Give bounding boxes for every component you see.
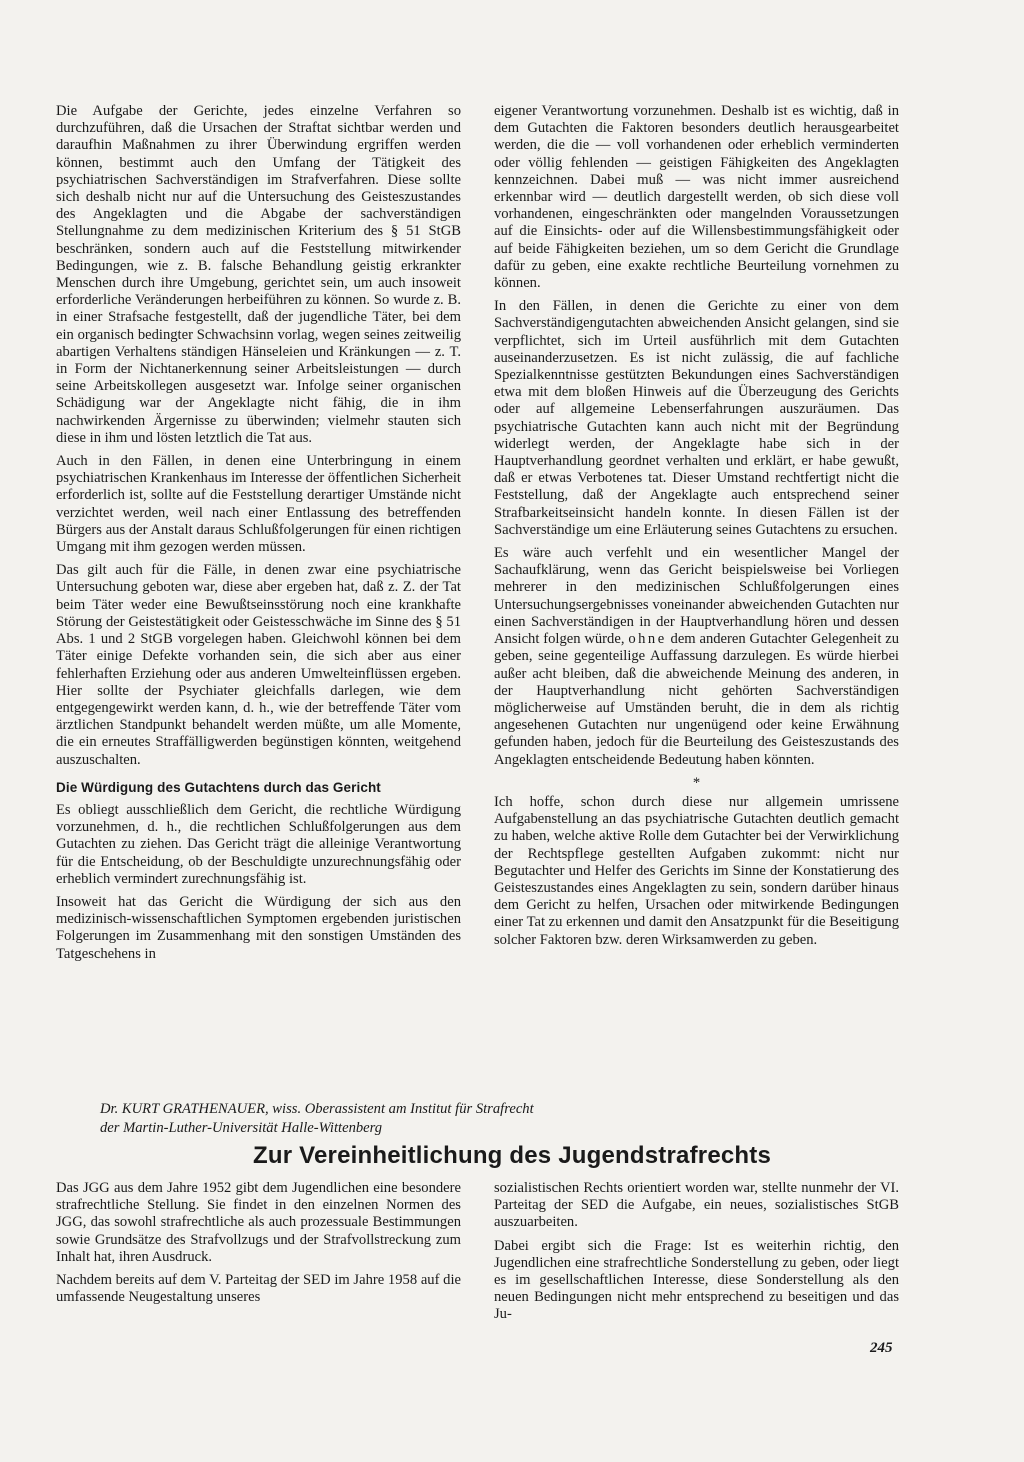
article2-right-column — [494, 1180, 899, 1330]
paragraph: eigener Verantwortung vorzunehmen. Deshalb ist es wichtig, daß in dem Gutachten die Faktoren besonders deutlich herausgearbeitet werden, die die — voll vorhandenen oder erheblich verminderten oder völlig fehlenden — geistigen Fähigkeiten des Angeklagten kennzeichnen. Dabei muß — was nicht immer ausreichend erkennbar wird — deutlich dargestellt werden, ob sich diese voll vorhandenen, eingeschränkten oder mangelnden Voraussetzungen auf die Einsichts- oder auf die Willensbestimmungsfähigkeit oder auf beide Fähigkeiten beziehen, um so dem Gericht die Grundlage dafür zu geben, eine exakte rechtliche Beurteilung vornehmen zu können. — [494, 103, 899, 292]
paragraph: Das JGG aus dem Jahre 1952 gibt dem Jugendlichen eine besondere strafrechtliche Stellung. Sie findet in den einzelnen Normen des JGG, das sowohl strafrechtliche als auch prozessuale Bestimmungen sowie Grundsätze des Strafvollzugs und der Strafvollstreckung zum Inhalt hat, ihren Ausdruck. — [56, 1180, 461, 1265]
article1-left-column — [56, 103, 461, 969]
author-line: Dr. KURT GRATHENAUER, wiss. Oberassistent am Institut für Strafrecht — [100, 1101, 534, 1117]
page-number: 245 — [870, 1340, 893, 1356]
paragraph-text: dem anderen Gutachter Gelegenheit zu geben, seine gegenteilige Auffassung darzulegen. Es würde hierbei außer acht bleiben, daß die abweichende Meinung des anderen, in der Hauptverhandlung nicht gehörten Sachverständigen möglicherweise auf Umständen beruht, die in dem als richtig angesehenen Gutachten nur ungenügend oder keine Erwähnung gefunden haben, jedoch für die Beurteilung des Geisteszustands des Angeklagten entscheidende Bedeutung haben könnten. — [494, 631, 899, 768]
article1-right-column — [494, 103, 899, 955]
section-separator: * — [692, 774, 701, 791]
paragraph: Dabei ergibt sich die Frage: Ist es weiterhin richtig, den Jugendlichen eine strafrechtliche Sonderstellung zu geben, oder liegt es im gesellschaftlichen Interesse, diese Sonderstellung als den neuen Bedingungen nicht mehr entsprechend zu beseitigen und das Ju- — [494, 1237, 899, 1323]
paragraph: sozialistischen Rechts orientiert worden war, stellte nunmehr der VI. Parteitag der SED die Aufgabe, ein neues, sozialistisches StGB auszuarbeiten. — [494, 1180, 899, 1231]
paragraph: Auch in den Fällen, in denen eine Unterbringung in einem psychiatrischen Krankenhaus im Interesse der öffentlichen Sicherheit erforderlich ist, sollte auf die Feststellung derartiger Umstände nicht verzichtet werden, weil nach einer Entlassung des betreffenden Bürgers aus der Anstalt daraus Schlußfolgerungen für einen richtigen Umgang mit ihm gezogen werden müssen. — [56, 453, 461, 556]
paragraph: Die Aufgabe der Gerichte, jedes einzelne Verfahren so durchzuführen, daß die Ursachen der Straftat sichtbar werden und daraufhin Maßnahmen zu ihrer Überwindung ergriffen werden können, bestimmt auch den Umfang der Tätigkeit des psychiatrischen Sachverständigen im Strafverfahren. Diese sollte sich deshalb nicht nur auf die Untersuchung des Geisteszustandes des Angeklagten und die Abgabe der sachverständigen Stellungnahme zu dem medizinischen Kriterium des § 51 StGB beschränken, sondern auch auf die Feststellung mitwirkender Bedingungen, wie z. B. falsche Behandlung geistig erkrankter Menschen durch ihre Umgebung, gerichtet sein, um auch insoweit erforderliche Veränderungen herbeiführen zu können. So wurde z. B. in einer Strafsache festgestellt, daß der jugendliche Täter, bei dem ein organisch bedingter Schwachsinn vorlag, wegen seines zeitweilig abartigen Verhaltens ständigen Hänseleien und Kränkungen — z. T. in Form der Nichtanerkennung seiner Arbeitsleistungen — durch seine Arbeitskollegen ausgesetzt war. Infolge seiner organischen Schädigung war der Angeklagte nicht fähig, die in ihm nachwirkenden Ärgernisse zu überwinden; vielmehr stauten sich diese in ihm und lösten letztlich die Tat aus. — [56, 103, 461, 446]
paragraph: Nachdem bereits auf dem V. Parteitag der SED im Jahre 1958 auf die umfassende Neugestaltung unseres — [56, 1272, 461, 1306]
emphasized-word: ohne — [628, 631, 667, 648]
article2-left-column — [56, 1180, 461, 1312]
paragraph: Das gilt auch für die Fälle, in denen zwar eine psychiatrische Untersuchung geboten war, diese aber ergeben hat, daß z. Z. der Tat beim Täter weder eine Bewußtseinsstörung noch eine krankhafte Störung der Geistestätigkeit oder Geistesschwäche im Sinne des § 51 Abs. 1 und 2 StGB vorgelegen haben. Gleichwohl können bei dem Täter einige Defekte vorhanden sein, die sich aber aus einer fehlerhaften Erziehung oder aus anderen Umwelteinflüssen ergeben. Hier sollte der Psychiater gleichfalls darlegen, wie dem entgegengewirkt werden kann, d. h., wie der betreffende Täter vom ärztlichen Standpunkt behandelt werden müßte, um alle Momente, die ein erneutes Straffälligwerden begünstigen könnten, weitgehend auszuschalten. — [56, 562, 461, 768]
paragraph: Ich hoffe, schon durch diese nur allgemein umrissene Aufgabenstellung an das psychiatrische Gutachten deutlich gemacht zu haben, welche aktive Rolle dem Gutachter bei der Verwirklichung der Rechtspflege gestellten Aufgaben zukommt: nicht nur Begutachter und Helfer des Gerichts im Sinne der Konstatierung des Geisteszustandes eines Angeklagten zu sein, sondern darüber hinaus dem Gericht zu helfen, Ursachen oder mitwirkende Bedingungen einer Tat zu erkennen und damit den Ansatzpunkt für die Beseitigung solcher Faktoren bzw. deren Wirksamwerden zu geben. — [494, 793, 899, 948]
author-byline — [100, 1100, 920, 1138]
paragraph: In den Fällen, in denen die Gerichte zu einer von dem Sachverständigengutachten abweichenden Ansicht gelangen, sind sie verpflichtet, sich im Urteil ausführlich mit dem Gutachten auseinanderzusetzen. Es ist nicht zulässig, die auf fachliche Spezialkenntnisse gestützten Bekundungen eines Sachverständigen etwa mit dem bloßen Hinweis auf die Überzeugung des Gerichts oder auf allgemeine Lebenserfahrungen auszuräumen. Das psychiatrische Gutachten kann auch nicht mit der Begründung widerlegt werden, der Angeklagte habe sich in der Hauptverhandlung geordnet verhalten und erklärt, er habe gewußt, daß er etwas Verbotenes tat. Dieser Umstand rechtfertigt nicht die Feststellung, daß der Angeklagte auch entsprechend seiner Strafbarkeitseinsicht handeln konnte. In diesen Fällen ist der Sachverständige um eine Erläuterung seines Gutachtens zu ersuchen. — [494, 298, 899, 538]
paragraph-text: Es wäre auch verfehlt und ein wesentlicher Mangel der Sachaufklärung, wenn das Gericht beispielsweise bei Vorliegen mehrerer in den medizinischen Schlußfolgerungen eines Untersuchungsergebnisses voneinander abweichenden Gutachten nur einen Sachverständigen in der Hauptverhandlung hören und dessen Ansicht folgen würde, — [494, 545, 899, 648]
paragraph: Es obliegt ausschließlich dem Gericht, die rechtliche Würdigung vorzunehmen, d. h., die rechtlichen Schlußfolgerungen aus dem Gutachten zu ziehen. Das Gericht trägt die alleinige Verantwortung für die Entscheidung, ob der Beschuldigte unzurechnungsfähig oder erheblich vermindert zurechnungsfähig ist. — [56, 801, 461, 887]
article-title: Zur Vereinheitlichung des Jugendstrafrechts — [252, 1142, 772, 1169]
paragraph — [494, 545, 899, 769]
section-heading: Die Würdigung des Gutachtens durch das Gericht — [56, 779, 381, 795]
paragraph: Insoweit hat das Gericht die Würdigung der sich aus den medizinisch-wissenschaftlichen Symptomen ergebenden juristischen Folgerungen im Zusammenhang mit den sonstigen Umständen des Tatgeschehens in — [56, 893, 461, 962]
author-affiliation: der Martin-Luther-Universität Halle-Wittenberg — [100, 1120, 383, 1136]
